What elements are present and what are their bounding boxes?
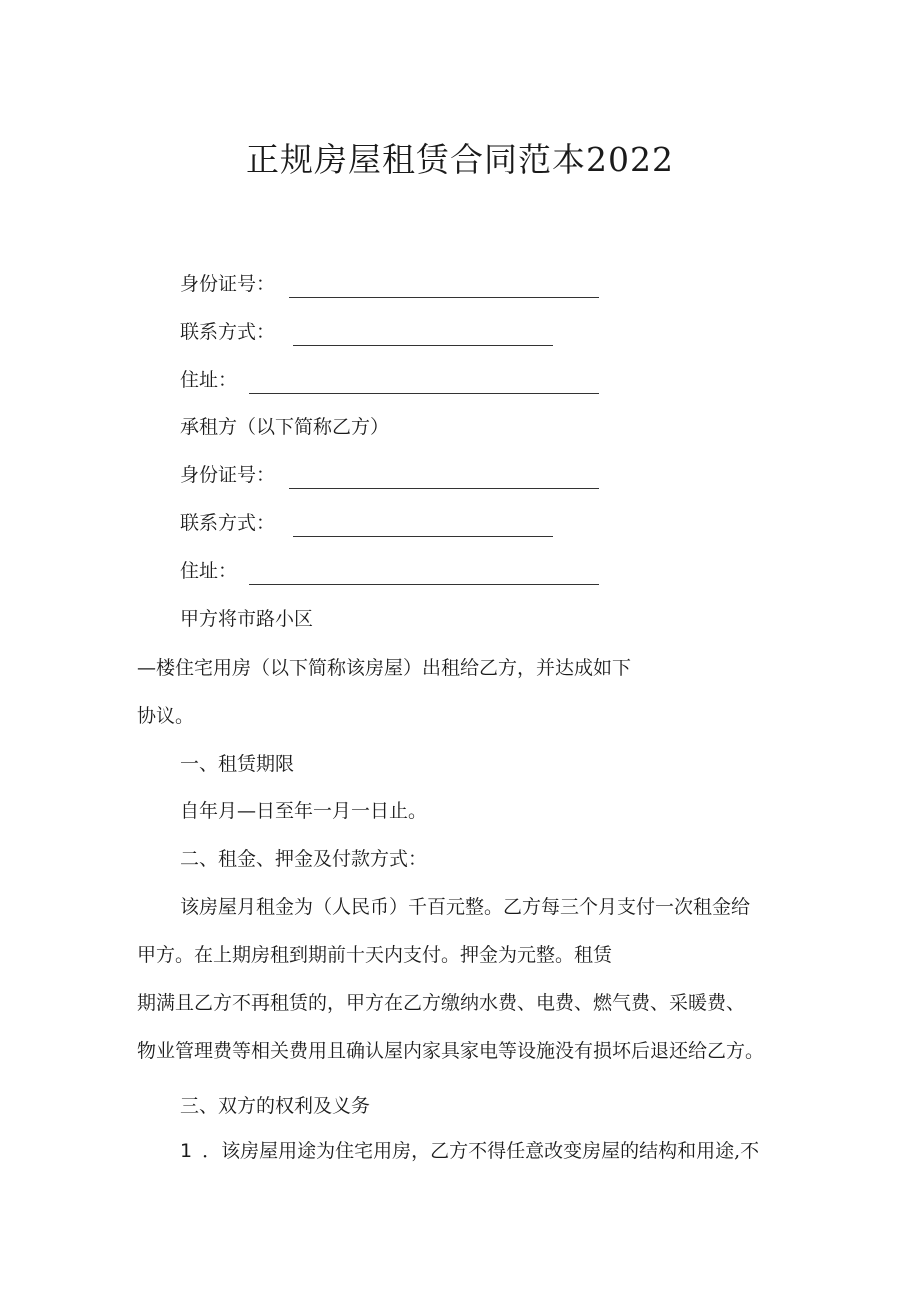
intro-line-2: —楼住宅用房（以下简称该房屋）出租给乙方，并达成如下 <box>137 657 632 679</box>
landlord-contact-label: 联系方式： <box>180 321 276 343</box>
landlord-contact-field <box>180 318 553 346</box>
tenant-address-field <box>180 557 599 585</box>
section2-heading: 二、租金、押金及付款方式： <box>180 848 428 870</box>
intro-line-1: 甲方将市路小区 <box>180 608 314 630</box>
section3-item-1-text: ．该房屋用途为住宅用房，乙方不得任意改变房屋的结构和用途,不 <box>202 1140 760 1162</box>
section3-item-1 <box>180 1137 759 1165</box>
section1-heading: 一、租赁期限 <box>180 753 295 775</box>
landlord-address-field <box>180 366 599 394</box>
tenant-contact-field <box>180 509 553 537</box>
tenant-contact-blank[interactable] <box>293 516 553 537</box>
tenant-address-blank[interactable] <box>249 564 599 585</box>
section2-line-2: 甲方。在上期房租到期前十天内支付。押金为元整。租赁 <box>137 944 613 966</box>
tenant-id-label: 身份证号： <box>180 464 276 486</box>
tenant-heading: 承租方（以下简称乙方） <box>180 416 390 438</box>
landlord-id-blank[interactable] <box>289 277 599 298</box>
section1-text: 自年月—日至年一月一日止。 <box>180 800 428 822</box>
section2-line-4: 物业管理费等相关费用且确认屋内家具家电等设施没有损坏后退还给乙方。 <box>137 1040 765 1062</box>
tenant-address-label: 住址： <box>180 560 238 582</box>
landlord-address-blank[interactable] <box>249 373 599 394</box>
section2-line-1: 该房屋月租金为（人民币）千百元整。乙方每三个月支付一次租金给 <box>180 896 751 918</box>
landlord-address-label: 住址： <box>180 369 238 391</box>
document-title: 正规房屋租赁合同范本2022 <box>246 140 674 179</box>
landlord-id-field <box>180 270 599 298</box>
tenant-contact-label: 联系方式： <box>180 512 276 534</box>
tenant-id-field <box>180 461 599 489</box>
section3-heading: 三、双方的权利及义务 <box>180 1095 371 1117</box>
section2-line-3: 期满且乙方不再租赁的，甲方在乙方缴纳水费、电费、燃气费、采暖费、 <box>137 992 746 1014</box>
landlord-id-label: 身份证号： <box>180 273 276 295</box>
section3-item-1-number: 1 <box>180 1140 193 1162</box>
tenant-id-blank[interactable] <box>289 468 599 489</box>
intro-line-3: 协议。 <box>137 705 195 727</box>
landlord-contact-blank[interactable] <box>293 325 553 346</box>
